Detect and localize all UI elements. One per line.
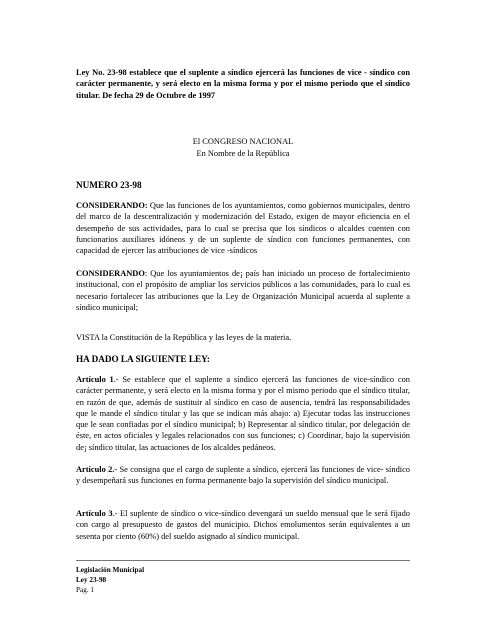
articulo-1-label: Artículo 1 [76,375,114,384]
congress-subheading: En Nombre de la República [196,149,290,158]
articulo-1-text: .- Se establece que el suplente a síndico ejercerá las funciones de vice-síndico con carácter permanente, y será electo en la misma forma y por el mismo periodo que el síndico titular, en razón de que, además de sustituir al síndico en caso de ausencia, tendrá las responsabilidades que le mande el síndico titular y las que se indican más abajo: a) Ejecutar todas las instrucciones que le sean confiadas por el síndico municipal; b) Representar al síndico titular, por delegación de éste, en actos oficiales y legales relacionados con sus funciones; c) Coordinar, bajo la supervisión de¡ síndico titular, las actuaciones de los alcaldes pedáneos. [76,375,410,452]
articulo-3-paragraph [76,508,410,542]
ha-dado-heading: HA DADO LA SIGUIENTE LEY: [76,354,210,364]
articulo-3-label: Artículo 3 [76,509,113,518]
articulo-1-paragraph [76,374,410,453]
footer-divider [76,560,410,561]
footer-page-number: Pag. 1 [76,586,94,594]
footer-law-number: Ley 23-98 [76,576,107,584]
articulo-2-paragraph [76,464,410,487]
considerando-paragraph-1 [76,200,410,256]
considerando-text-1: Que las funciones de los ayuntamientos, como gobiernos municipales, dentro del marco de la descentralización y modernización del Estado, exigen de mayor eficiencia en el desempeño de sus actividades, para lo cual se precisa que los síndicos o alcaldes cuenten con funcionarios auxiliares idóneos y de un suplente de síndico con funciones permanentes, con capacidad de ejercer las atribuciones de vice -síndicos [76,201,410,256]
considerando-label-1: CONSIDERANDO: [76,201,148,210]
congress-heading: El CONGRESO NACIONAL [192,137,294,146]
articulo-2-text: Se consigna que el cargo de suplente a síndico, ejercerá las funciones de vice- síndico y desempeñará sus funciones en forma permanente bajo la supervisión del síndico municipal. [76,465,410,486]
articulo-2-label: Artículo 2.- [76,465,118,474]
law-number: NUMERO 23-98 [76,180,142,190]
considerando-text-2: : Que los ayuntamientos de¡ país han iniciado un proceso de fortalecimiento institucional, con el propósito de ampliar los servicios públicos a las comunidades, para lo cual es necesario fortalecer las atribuciones que la Ley de Organización Municipal acuerda al suplente a síndico municipal; [76,269,410,312]
document-title: Ley No. 23-98 establece que el suplente a síndico ejercerá las funciones de vice - síndico con carácter permanente, y será electo en la misma forma y por el mismo periodo que el síndico titular. De fecha 29 de Octubre de 1997 [76,68,410,100]
footer-section-title: Legislación Municipal [76,566,145,574]
considerando-paragraph-2 [76,268,410,313]
vista-paragraph: VISTA la Constitución de la República y las leyes de la materia. [76,333,292,342]
articulo-3-text: .- El suplente de síndico o vice-síndico devengará un sueldo mensual que le será fijado con cargo al presupuesto de gastos del municipio. Dichos emolumentos serán equivalentes a un sesenta por ciento (60%) del sueldo asignado al síndico municipal. [76,509,410,541]
considerando-label-2: CONSIDERANDO [76,269,145,278]
